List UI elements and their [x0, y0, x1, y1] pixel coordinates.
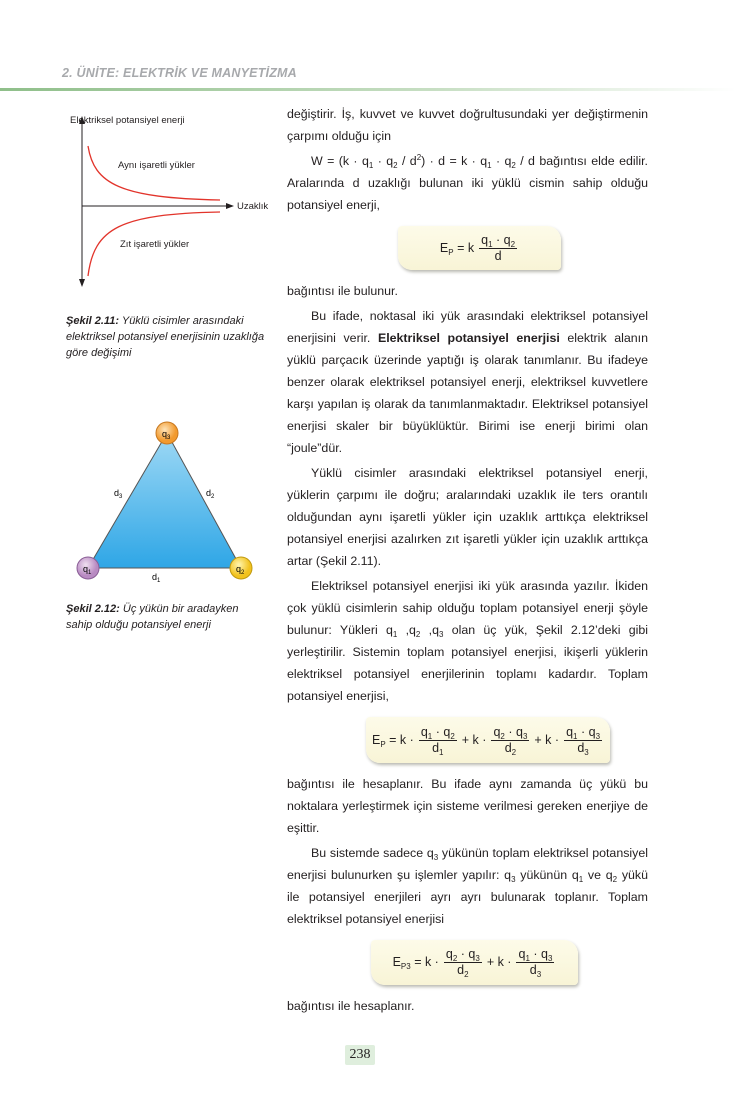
svg-text:q3: $q_3$ — [162, 429, 171, 441]
figure-2-11-caption — [66, 313, 266, 361]
page-number: 238 — [345, 1045, 375, 1065]
svg-text:d2: $d_2$ — [206, 488, 215, 500]
paragraph: Bu sistemde sadece $q_3$ yükünün toplam elektriksel potansiyel enerjisi bulunurken şu işlemler yapılır: $q_3$ yükünün $q_1$ ve $q_2$ yükü ile potansiyel enerjileri ayrı ayrı bulunarak toplanır. Toplam elektriksel potansiyel enerjisi — [287, 846, 648, 926]
svg-text:q2: $q_2$ — [236, 564, 245, 576]
formula-box-ep3: $E_{P3} = k$ · $\frac{q_2 \cdot q_3}{d_2}$ + k · $\frac{q_1 \cdot q_3}{d_3}$ — [371, 940, 578, 985]
paragraph: Yüklü cisimler arasındaki elektriksel potansiyel enerji, yüklerin çarpımı ile doğru; aralarındaki uzaklık ile ters orantılı olduğundan aynı işaretli yükler için uzaklık arttıkça elektriksel potansiyel enerjisi azalırken zıt işaretli yükler için uzaklık arttıkça artar (Şekil 2.11). — [287, 466, 648, 568]
unit-header: 2. ÜNİTE: ELEKTRİK VE MANYETİZMA — [62, 66, 297, 80]
figure-2-12-triangle — [70, 418, 270, 588]
figure-2-11-graph — [60, 110, 270, 290]
paragraph: değiştirir. İş, kuvvet ve kuvvet doğrultusundaki yer değiştirmenin çarpımı olduğu için — [287, 107, 648, 143]
svg-text:d3: $d_3$ — [114, 488, 123, 500]
svg-text:d1: $d_1$ — [152, 572, 161, 584]
y-axis-label: Elektriksel potansiyel enerji — [70, 115, 185, 126]
paragraph: Bu ifade, noktasal iki yük arasındaki elektriksel potansiyel enerjisini verir. Elektriksel potansiyel enerjisi elektrik alanın yüklü parçacık üzerinde yaptığı iş olarak tanımlanır. Bu ifadeye benzer olarak elektriksel potansiyel enerji, elektriksel kuvvetlere karşı yapılan iş olarak da tanımlanmaktadır. Elektriksel potansiyel enerjisi skaler bir büyüklüktür. Birimi ise enerji birimi olan “joule”dür. — [287, 309, 648, 455]
main-text-column — [287, 103, 648, 1095]
same-sign-label: Aynı işaretli yükler — [118, 160, 195, 171]
caption-label: Şekil 2.12: — [66, 603, 120, 615]
paragraph: bağıntısı ile bulunur. — [287, 284, 398, 298]
figure-2-12-caption — [66, 601, 266, 633]
caption-text: Üç yükün bir aradayken sahip olduğu potansiyel enerji — [66, 603, 239, 631]
opposite-sign-label: Zıt işaretli yükler — [120, 239, 190, 250]
caption-text: Yüklü cisimler arasındaki elektriksel potansiyel enerjisinin uzaklığa göre değişimi — [66, 315, 265, 359]
formula-box-ep: $E_P = k$ $\frac{q_1 \cdot q_2}{d}$ — [398, 226, 561, 270]
paragraph: bağıntısı ile hesaplanır. Bu ifade aynı zamanda üç yükü bu noktalara yerleştirmek için sisteme verilmesi gereken enerjiye de eşittir. — [287, 777, 648, 835]
formula-box-total-ep: $E_P = k$ · $\frac{q_1 \cdot q_2}{d_1}$ + k · $\frac{q_2 \cdot q_3}{d_2}$ + k · $\frac{q_1 \cdot q_3}{d_3}$ — [366, 717, 610, 763]
caption-label: Şekil 2.11: — [66, 315, 119, 327]
header-divider — [0, 88, 736, 91]
paragraph: $W = (k \cdot q_1 \cdot q_2 / d^2) \cdot d = k \cdot q_1 \cdot q_2 / d$ bağıntısı elde edilir. Aralarında d uzaklığı bulunan iki yüklü cismin sahip olduğu potansiyel enerji, — [287, 153, 648, 212]
svg-text:q1: $q_1$ — [83, 564, 92, 576]
same-sign-curve — [88, 146, 220, 200]
paragraph: bağıntısı ile hesaplanır. — [287, 999, 415, 1013]
x-axis-label: Uzaklık — [237, 201, 269, 212]
paragraph: Elektriksel potansiyel enerjisi iki yük arasında yazılır. İkiden çok yüklü cisimlerin sahip olduğu toplam potansiyel enerji şöyle bulunur: Yükleri $q_1$ $,q_2$ $,q_3$ olan üç yük, Şekil 2.12’deki gibi yerleştirilir. Sistemin toplam potansiyel enerjisi, ikişerli yüklerin elektriksel potansiyel enerjilerinin toplamı kadardır. Toplam potansiyel enerjisi, — [287, 579, 649, 703]
